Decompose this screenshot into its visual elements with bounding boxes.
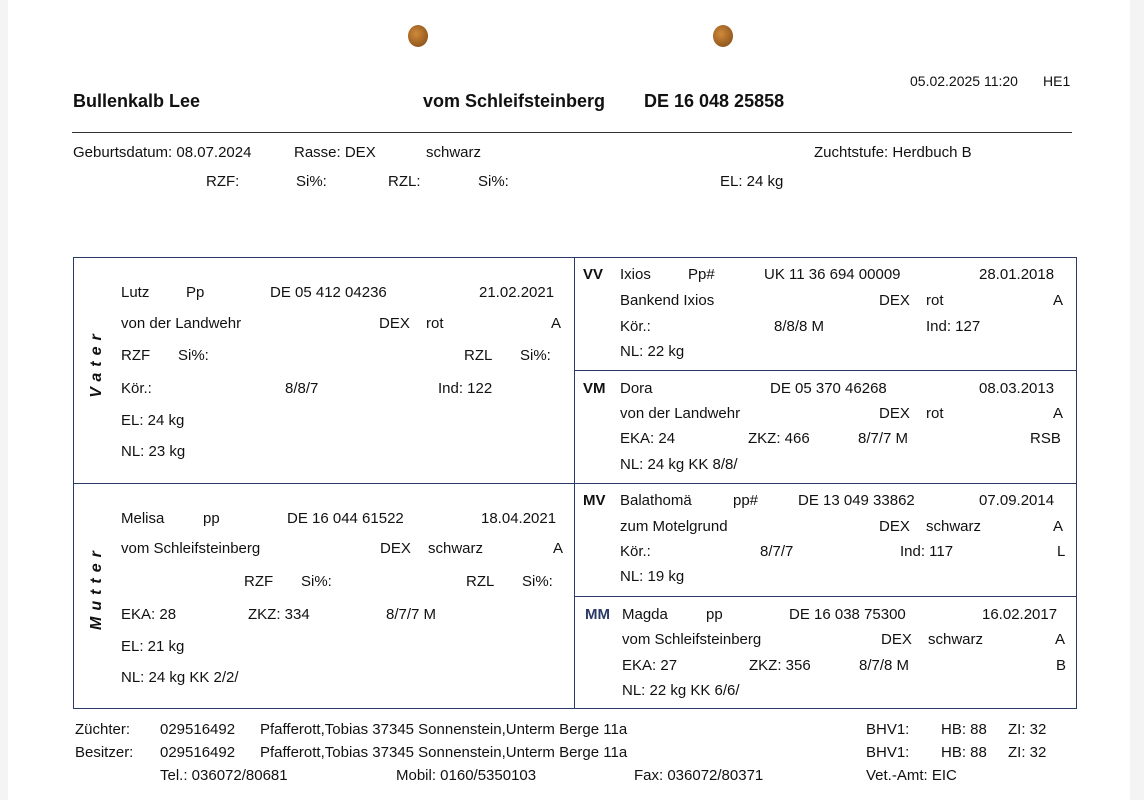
mm-extra: B xyxy=(1056,657,1067,674)
punch-hole-left xyxy=(408,25,428,47)
vm-id: DE 05 370 46268 xyxy=(770,380,887,397)
breeder-address: Pfafferott,Tobias 37345 Sonnenstein,Unterm Berge 11a xyxy=(260,721,628,738)
owner-hb: HB: 88 xyxy=(941,744,987,761)
mv-name: Balathomä xyxy=(620,492,692,509)
mm-id: DE 16 038 75300 xyxy=(789,606,906,623)
vm-nl: NL: 24 kg KK 8/8/ xyxy=(620,456,738,473)
mm-class: A xyxy=(1055,631,1066,648)
vater-kor-label: Kör.: xyxy=(121,380,152,397)
mutter-date: 18.04.2021 xyxy=(481,510,557,527)
vater-kor-value: 8/8/7 xyxy=(285,380,319,397)
mv-index: Ind: 117 xyxy=(900,543,954,560)
vv-name: Ixios xyxy=(620,266,651,283)
owner-number: 029516492 xyxy=(160,744,236,761)
mutter-si2: Si%: xyxy=(522,573,553,590)
breeder-number: 029516492 xyxy=(160,721,236,738)
vv-id: UK 11 36 694 00009 xyxy=(764,266,901,283)
print-code: HE1 xyxy=(1043,73,1071,89)
vv-class: A xyxy=(1053,292,1064,309)
vm-rasse: DEX xyxy=(879,405,910,422)
side-label-vater: Vater xyxy=(88,328,105,398)
vater-rasse: DEX xyxy=(379,315,410,332)
rzf-label: RZF: xyxy=(206,173,240,190)
vv-vm-divider xyxy=(574,370,1076,371)
si-label-2: Si%: xyxy=(478,173,509,190)
vv-kor-label: Kör.: xyxy=(620,318,651,335)
vv-index: Ind: 127 xyxy=(926,318,981,335)
vater-el: EL: 24 kg xyxy=(121,412,185,429)
vater-si1: Si%: xyxy=(178,347,209,364)
vv-nl: NL: 22 kg xyxy=(620,343,685,360)
vater-nl: NL: 23 kg xyxy=(121,443,186,460)
vm-date: 08.03.2013 xyxy=(979,380,1055,397)
vater-pp: Pp xyxy=(186,284,205,301)
vv-farbe: rot xyxy=(926,292,944,309)
animal-origin: vom Schleifsteinberg xyxy=(423,91,606,111)
mm-date: 16.02.2017 xyxy=(982,606,1058,623)
vv-date: 28.01.2018 xyxy=(979,266,1055,283)
mv-pp: pp# xyxy=(733,492,759,509)
pedigree-sheet xyxy=(8,0,1130,800)
mv-farbe: schwarz xyxy=(926,518,982,535)
mm-nl: NL: 22 kg KK 6/6/ xyxy=(622,682,740,699)
si-label-1: Si%: xyxy=(296,173,327,190)
mv-class: A xyxy=(1053,518,1064,535)
rzl-label: RZL: xyxy=(388,173,421,190)
pedigree-mid-divider xyxy=(73,483,1076,484)
mutter-rasse: DEX xyxy=(380,540,411,557)
owner-address: Pfafferott,Tobias 37345 Sonnenstein,Unterm Berge 11a xyxy=(260,744,628,761)
side-label-mutter: Mutter xyxy=(88,545,105,630)
color: schwarz xyxy=(426,144,482,161)
mv-extra: L xyxy=(1057,543,1066,560)
mm-farbe: schwarz xyxy=(928,631,984,648)
mm-rasse: DEX xyxy=(881,631,912,648)
vater-class: A xyxy=(551,315,562,332)
vv-rasse: DEX xyxy=(879,292,910,309)
header-divider xyxy=(72,132,1072,133)
mutter-nl: NL: 24 kg KK 2/2/ xyxy=(121,669,239,686)
vv-kor-value: 8/8/8 M xyxy=(774,318,825,335)
vm-herkunft: von der Landwehr xyxy=(620,405,741,422)
mm-eka: EKA: 27 xyxy=(622,657,678,674)
mutter-name: Melisa xyxy=(121,510,165,527)
mv-kor-label: Kör.: xyxy=(620,543,651,560)
vater-rzl: RZL xyxy=(464,347,493,364)
mutter-id: DE 16 044 61522 xyxy=(287,510,404,527)
mutter-farbe: schwarz xyxy=(428,540,484,557)
vm-eka: EKA: 24 xyxy=(620,430,676,447)
breeding-level: Zuchtstufe: Herdbuch B xyxy=(814,144,972,161)
vm-name: Dora xyxy=(620,380,653,397)
vv-tag: VV xyxy=(583,266,604,283)
mm-name: Magda xyxy=(622,606,668,623)
phone: Tel.: 036072/80681 xyxy=(160,767,288,784)
vater-date: 21.02.2021 xyxy=(479,284,555,301)
vm-tag: VM xyxy=(583,380,606,397)
birth-weight: EL: 24 kg xyxy=(720,173,784,190)
animal-title: Bullenkalb Lee xyxy=(73,91,201,111)
mutter-pp: pp xyxy=(203,510,220,527)
birth-date: Geburtsdatum: 08.07.2024 xyxy=(73,144,252,161)
breeder-label: Züchter: xyxy=(75,721,131,738)
vm-extra: RSB xyxy=(1030,430,1061,447)
mutter-zkz: ZKZ: 334 xyxy=(248,606,310,623)
vv-pp: Pp# xyxy=(688,266,715,283)
mobile: Mobil: 0160/5350103 xyxy=(396,767,537,784)
mv-date: 07.09.2014 xyxy=(979,492,1055,509)
mv-kor-value: 8/7/7 xyxy=(760,543,794,560)
vater-si2: Si%: xyxy=(520,347,551,364)
vv-herkunft: Bankend Ixios xyxy=(620,292,715,309)
vm-score: 8/7/7 M xyxy=(858,430,909,447)
vater-herkunft: von der Landwehr xyxy=(121,315,242,332)
mm-herkunft: vom Schleifsteinberg xyxy=(622,631,762,648)
vater-name: Lutz xyxy=(121,284,150,301)
mm-pp: pp xyxy=(706,606,723,623)
mv-herkunft: zum Motelgrund xyxy=(620,518,728,535)
fax: Fax: 036072/80371 xyxy=(634,767,764,784)
mutter-score: 8/7/7 M xyxy=(386,606,437,623)
vm-farbe: rot xyxy=(926,405,944,422)
owner-bhv: BHV1: xyxy=(866,744,910,761)
print-datetime: 05.02.2025 11:20 xyxy=(910,73,1018,89)
mutter-si1: Si%: xyxy=(301,573,332,590)
mv-id: DE 13 049 33862 xyxy=(798,492,915,509)
mv-rasse: DEX xyxy=(879,518,910,535)
vater-index: Ind: 122 xyxy=(438,380,493,397)
breeder-bhv: BHV1: xyxy=(866,721,910,738)
vater-rzf: RZF xyxy=(121,347,151,364)
animal-id: DE 16 048 25858 xyxy=(644,91,785,111)
breed: Rasse: DEX xyxy=(294,144,376,161)
mv-tag: MV xyxy=(583,492,606,509)
mutter-herkunft: vom Schleifsteinberg xyxy=(121,540,261,557)
mm-tag: MM xyxy=(585,606,610,623)
mv-mm-divider xyxy=(574,596,1076,597)
punch-hole-right xyxy=(713,25,733,47)
breeder-zi: ZI: 32 xyxy=(1008,721,1047,738)
mutter-class: A xyxy=(553,540,564,557)
vm-class: A xyxy=(1053,405,1064,422)
breeder-hb: HB: 88 xyxy=(941,721,987,738)
vet-office: Vet.-Amt: EIC xyxy=(866,767,957,784)
owner-label: Besitzer: xyxy=(75,744,134,761)
mm-score: 8/7/8 M xyxy=(859,657,910,674)
vm-zkz: ZKZ: 466 xyxy=(748,430,810,447)
mutter-rzf: RZF xyxy=(244,573,274,590)
vater-id: DE 05 412 04236 xyxy=(270,284,387,301)
mutter-el: EL: 21 kg xyxy=(121,638,185,655)
owner-zi: ZI: 32 xyxy=(1008,744,1047,761)
mv-nl: NL: 19 kg xyxy=(620,568,685,585)
mutter-eka: EKA: 28 xyxy=(121,606,177,623)
mutter-rzl: RZL xyxy=(466,573,495,590)
mm-zkz: ZKZ: 356 xyxy=(749,657,811,674)
vater-farbe: rot xyxy=(426,315,444,332)
